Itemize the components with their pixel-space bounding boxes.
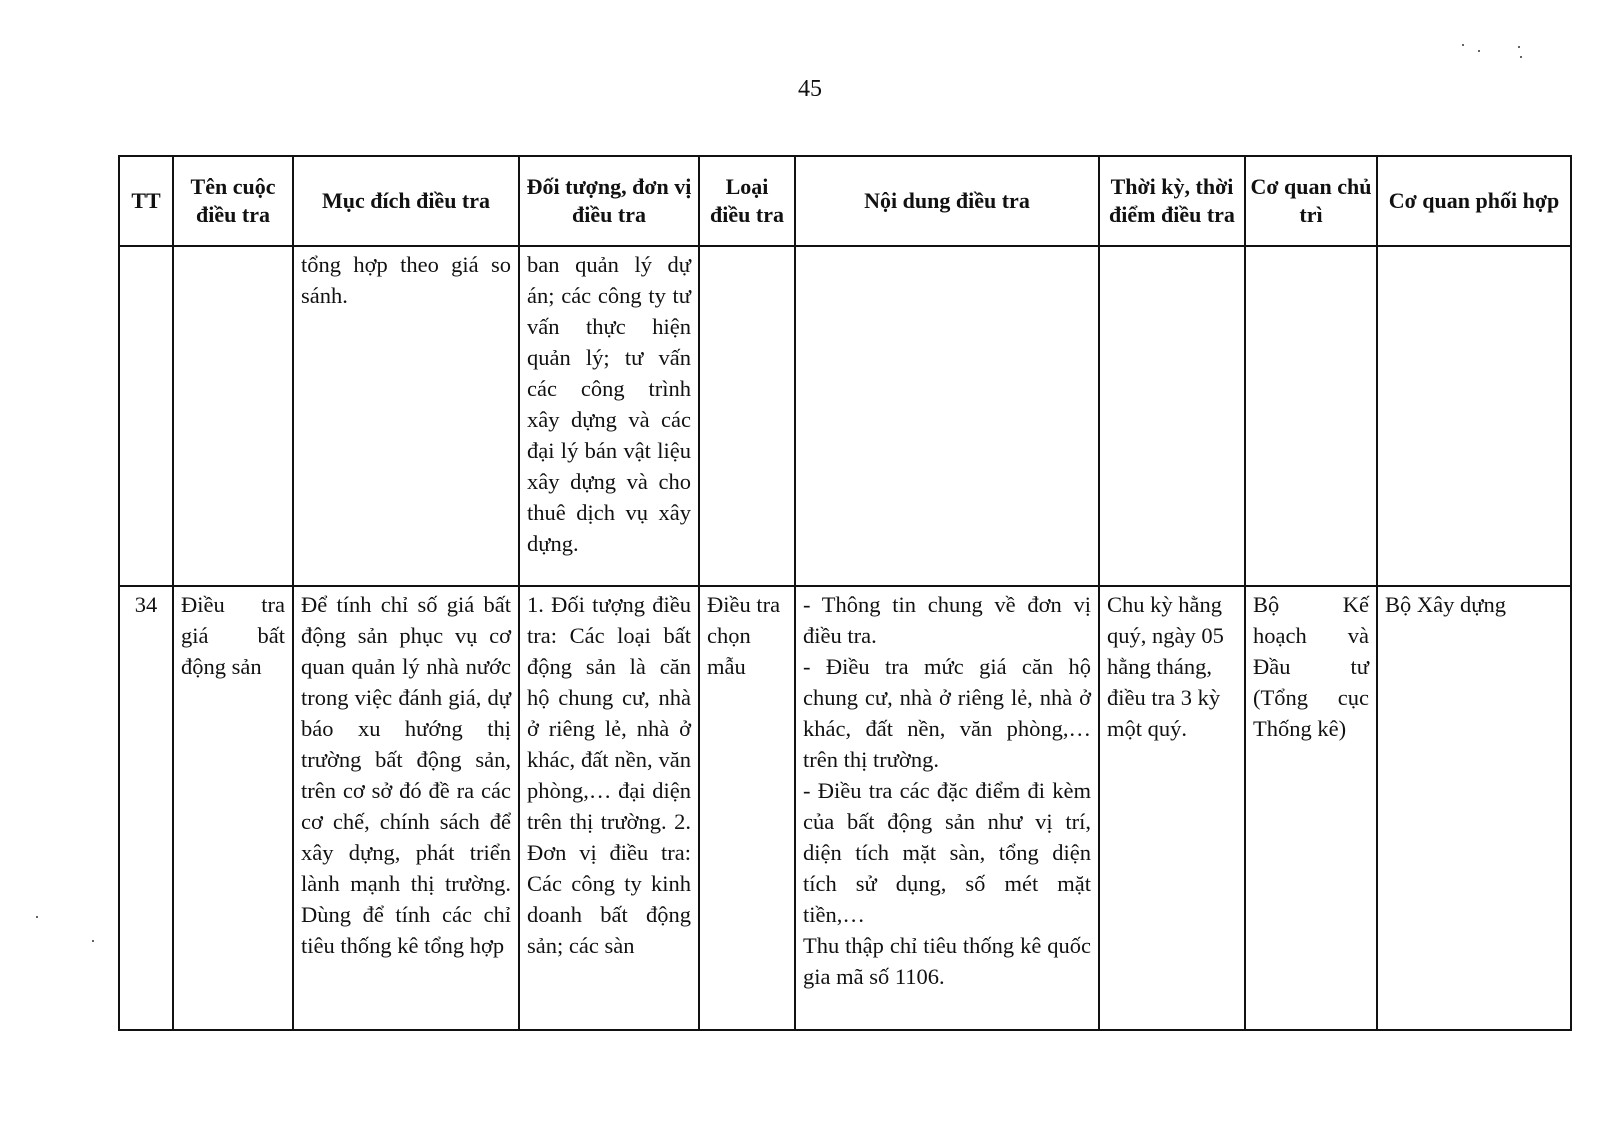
header-purpose: Mục đích điều tra bbox=[293, 156, 519, 246]
cell-coordinating-agency: Bộ Xây dựng bbox=[1377, 586, 1571, 1030]
cell-type bbox=[699, 246, 795, 586]
cell-lead-agency bbox=[1245, 246, 1377, 586]
scan-speck bbox=[1518, 46, 1520, 48]
scan-speck bbox=[36, 916, 38, 918]
header-coordinating-agency: Cơ quan phối hợp bbox=[1377, 156, 1571, 246]
table-row bbox=[119, 586, 1571, 1030]
cell-survey-name: Điều tra giá bất động sản bbox=[173, 586, 293, 1030]
cell-tt bbox=[119, 246, 173, 586]
cell-type: Điều tra chọn mẫu bbox=[699, 586, 795, 1030]
header-lead-agency: Cơ quan chủ trì bbox=[1245, 156, 1377, 246]
content-line: Thu thập chỉ tiêu thống kê quốc gia mã số 1106. bbox=[803, 933, 1091, 989]
cell-content bbox=[795, 246, 1099, 586]
header-content: Nội dung điều tra bbox=[795, 156, 1099, 246]
cell-purpose: Để tính chỉ số giá bất động sản phục vụ cơ quan quản lý nhà nước trong việc đánh giá, dự báo xu hướng thị trường bất động sản, trên cơ sở đó đề ra các cơ chế, chính sách để xây dựng, phát triển lành mạnh thị trường. Dùng để tính các chỉ tiêu thống kê tổng hợp bbox=[293, 586, 519, 1030]
scan-speck bbox=[1462, 44, 1464, 46]
scan-speck bbox=[92, 940, 94, 942]
content-line: - Thông tin chung về đơn vị điều tra. bbox=[803, 592, 1091, 648]
cell-subjects: 1. Đối tượng điều tra: Các loại bất động sản là căn hộ chung cư, nhà ở riêng lẻ, nhà ở khác, đất nền, văn phòng,… đại diện trên thị trường. 2. Đơn vị điều tra: Các công ty kinh doanh bất động sản; các sàn bbox=[519, 586, 699, 1030]
header-type: Loại điều tra bbox=[699, 156, 795, 246]
cell-period bbox=[1099, 246, 1245, 586]
header-subjects: Đối tượng, đơn vị điều tra bbox=[519, 156, 699, 246]
cell-survey-name bbox=[173, 246, 293, 586]
content-line: - Điều tra mức giá căn hộ chung cư, nhà ở riêng lẻ, nhà ở khác, đất nền, văn phòng,… trên thị trường. bbox=[803, 654, 1091, 772]
header-survey-name: Tên cuộc điều tra bbox=[173, 156, 293, 246]
cell-content bbox=[795, 586, 1099, 1030]
cell-tt: 34 bbox=[119, 586, 173, 1030]
cell-subjects: ban quản lý dự án; các công ty tư vấn thực hiện quản lý; tư vấn các công trình xây dựng và các đại lý bán vật liệu xây dựng và cho thuê dịch vụ xây dựng. bbox=[519, 246, 699, 586]
cell-purpose: tổng hợp theo giá so sánh. bbox=[293, 246, 519, 586]
cell-period: Chu kỳ hằng quý, ngày 05 hằng tháng, điều tra 3 kỳ một quý. bbox=[1099, 586, 1245, 1030]
table-row bbox=[119, 246, 1571, 586]
scan-speck bbox=[1520, 56, 1522, 58]
cell-coordinating-agency bbox=[1377, 246, 1571, 586]
survey-table bbox=[118, 155, 1572, 1031]
table-header-row bbox=[119, 156, 1571, 246]
cell-lead-agency: Bộ Kế hoạch và Đầu tư (Tổng cục Thống kê) bbox=[1245, 586, 1377, 1030]
header-period: Thời kỳ, thời điểm điều tra bbox=[1099, 156, 1245, 246]
content-line: - Điều tra các đặc điểm đi kèm của bất động sản như vị trí, diện tích mặt sàn, tổng diện tích sử dụng, số mét mặt tiền,… bbox=[803, 778, 1091, 927]
page-number: 45 bbox=[798, 76, 822, 102]
header-tt: TT bbox=[119, 156, 173, 246]
scan-speck bbox=[1478, 50, 1480, 52]
